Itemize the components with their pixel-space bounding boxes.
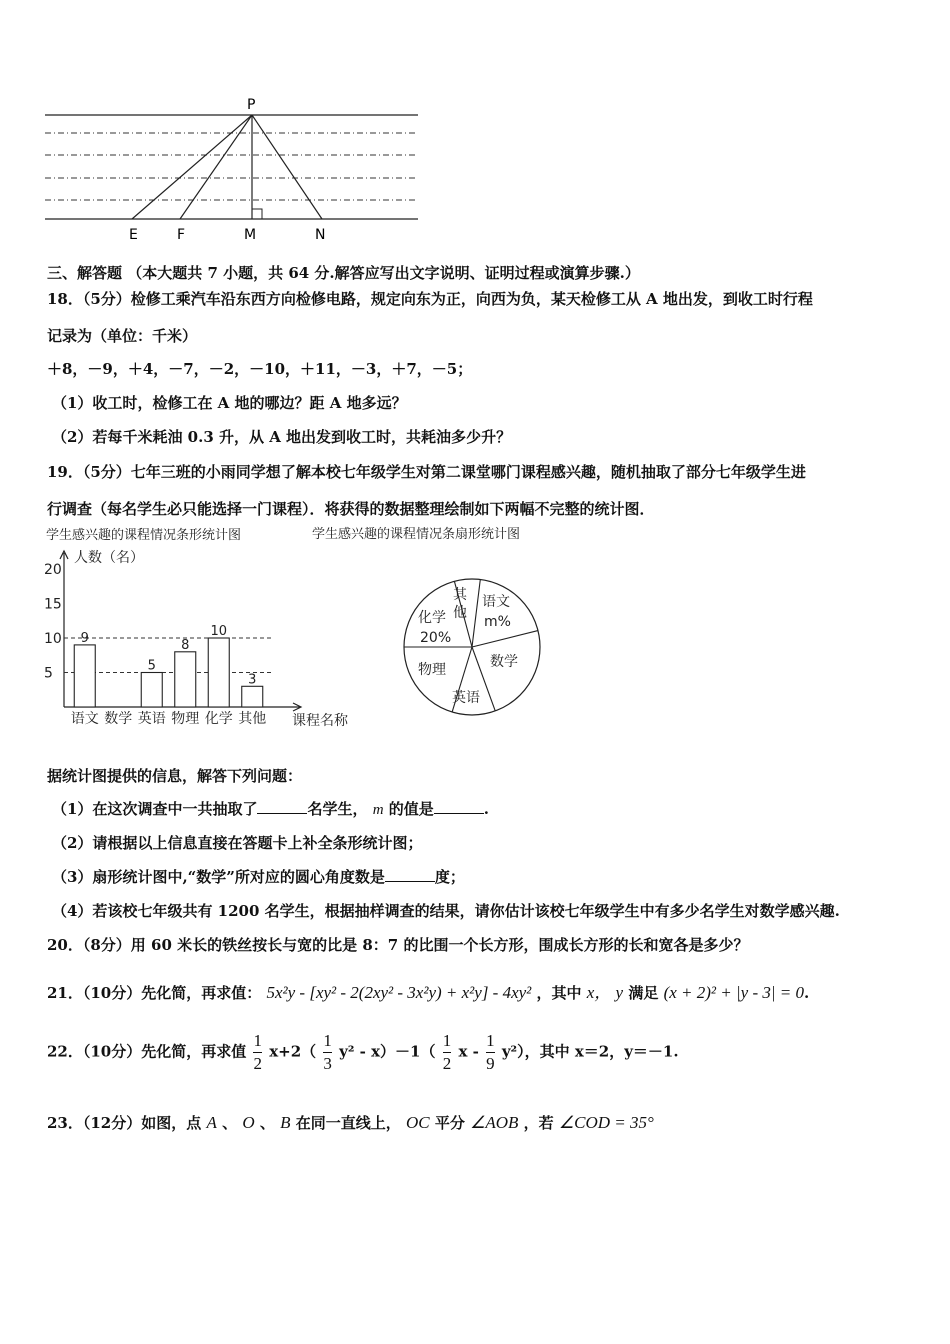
angle-COD: ∠COD = 35° bbox=[558, 1113, 654, 1132]
label-M: M bbox=[244, 227, 257, 243]
y-tick-label: 15 bbox=[44, 596, 62, 613]
x-tick-label: 化学 bbox=[204, 711, 233, 727]
fraction: $\frac{1}{3}$ bbox=[323, 1031, 332, 1073]
q21-condition: (x + 2)² + |y - 3| = 0 bbox=[663, 983, 805, 1002]
x-tick-label: 数学 bbox=[104, 711, 133, 727]
label-N: N bbox=[315, 227, 326, 243]
q19-part1: （1）在这次调查中一共抽取了 名学生， m 的值是 . bbox=[52, 800, 490, 818]
bar-4 bbox=[208, 638, 229, 707]
pie-slice-label: 数学 bbox=[490, 654, 518, 670]
pie-slice-label: 化学 bbox=[418, 610, 446, 626]
q21: 21．（10分）先化简，再求值： 5x²y - [xy² - 2(2xy² - 3x²y) + x²y] - 4xy² ，其中 x， y 满足 (x + 2)² + |y - 3| = 0. bbox=[47, 983, 810, 1002]
pie-slice-label: 其他 bbox=[453, 587, 467, 621]
q19-part2: （2）请根据以上信息直接在答题卡上补全条形统计图； bbox=[52, 834, 423, 852]
right-angle-mark bbox=[252, 209, 262, 219]
fraction: $\frac{1}{9}$ bbox=[486, 1031, 495, 1073]
bar-value-label: 8 bbox=[181, 637, 190, 653]
segment-PE bbox=[132, 115, 252, 219]
bar-5 bbox=[242, 686, 263, 707]
ray-OC: OC bbox=[406, 1113, 430, 1132]
q18-part1: （1）收工时，检修工在 A 地的哪边？距 A 地多远？ bbox=[52, 394, 407, 412]
pie-slice-value: m% bbox=[484, 614, 511, 630]
q18-line2: 记录为（单位：千米） bbox=[47, 327, 198, 345]
bar-value-label: 3 bbox=[248, 672, 257, 688]
x-tick-label: 语文 bbox=[70, 711, 99, 727]
q19-line2: 行调查（每名学生必只能选择一门课程）．将获得的数据整理绘制如下两幅不完整的统计图． bbox=[47, 500, 655, 518]
pie-slice-label: 语文 bbox=[482, 594, 510, 610]
answer-blank[interactable] bbox=[257, 801, 307, 814]
point-B: B bbox=[280, 1113, 291, 1132]
q19-intro: 据统计图提供的信息，解答下列问题： bbox=[47, 767, 303, 785]
answer-blank[interactable] bbox=[434, 801, 484, 814]
q18-part2: （2）若每千米耗油 0.3 升，从 A 地出发到收工时，共耗油多少升？ bbox=[52, 428, 512, 446]
geometry-figure bbox=[40, 95, 430, 245]
label-P: P bbox=[247, 97, 256, 113]
angle-AOB: ∠AOB bbox=[470, 1113, 519, 1132]
fraction: $\frac{1}{2}$ bbox=[442, 1031, 452, 1073]
q19-line1: 19．（5分）七年三班的小雨同学想了解本校七年级学生对第二课堂哪门课程感兴趣，随机抽取了部分七年级学生进 bbox=[47, 463, 806, 481]
y-tick-label: 5 bbox=[44, 665, 53, 682]
segment-PN bbox=[252, 115, 322, 219]
x-axis-label: 课程名称 bbox=[292, 713, 348, 729]
pie-chart-title: 学生感兴趣的课程情况条扇形统计图 bbox=[312, 527, 521, 542]
pie-slice-label: 物理 bbox=[418, 662, 446, 678]
y-axis-label: 人数（名） bbox=[74, 550, 144, 566]
q18-data: ＋8，－9，＋4，－7，－2，－10，＋11，－3，＋7，－5； bbox=[47, 360, 473, 378]
q22: 22．（10分）先化简，再求值 $\frac{1}{2}$ x+2（ $\frac{1}{3}$ y² - x）－1（ $\frac{1}{2}$ x - $\frac{1}{9}$ y²），其中 x＝2，y＝－1. bbox=[47, 1031, 679, 1073]
q23: 23．（12分）如图，点 A 、 O 、 B 在同一直线上， OC 平分 ∠AOB ，若 ∠COD = 35° bbox=[47, 1113, 654, 1132]
q19-part3: （3）扇形统计图中,“数学”所对应的圆心角度数是 度； bbox=[52, 868, 465, 886]
bar-chart-title: 学生感兴趣的课程情况条形统计图 bbox=[46, 528, 242, 543]
q18-line1: 18．（5分）检修工乘汽车沿东西方向检修电路，规定向东为正，向西为负，某天检修工从 A 地出发，到收工时行程 bbox=[47, 290, 813, 308]
pie-slice-value: 20% bbox=[420, 630, 452, 646]
bar-0 bbox=[74, 645, 95, 707]
y-tick-label: 10 bbox=[44, 631, 62, 647]
bar-2 bbox=[141, 673, 162, 708]
segment-PF bbox=[180, 115, 252, 219]
bar-value-label: 10 bbox=[210, 624, 228, 639]
q21-vars: x， y bbox=[586, 983, 624, 1002]
pie-chart bbox=[300, 522, 600, 722]
point-A: A bbox=[206, 1113, 217, 1132]
bar-value-label: 5 bbox=[147, 658, 156, 674]
label-E: E bbox=[129, 227, 138, 243]
fraction: $\frac{1}{2}$ bbox=[253, 1031, 262, 1073]
bar-3 bbox=[175, 652, 196, 707]
answer-blank[interactable] bbox=[385, 869, 435, 882]
pie-slice-label: 英语 bbox=[452, 690, 480, 706]
q20: 20．（8分）用 60 米长的铁丝按长与宽的比是 8：7 的比围一个长方形，围成长方形的长和宽各是多少？ bbox=[47, 936, 749, 954]
x-tick-label: 其他 bbox=[238, 711, 267, 727]
y-tick-label: 20 bbox=[44, 562, 62, 578]
x-tick-label: 英语 bbox=[137, 711, 166, 727]
point-O: O bbox=[242, 1113, 255, 1132]
q21-expression: 5x²y - [xy² - 2(2xy² - 3x²y) + x²y] - 4xy² bbox=[266, 983, 532, 1002]
var-m: m bbox=[372, 802, 384, 818]
section-heading: 三、解答题 （本大题共 7 小题，共 64 分.解答应写出文字说明、证明过程或演算步骤.） bbox=[47, 264, 640, 282]
label-F: F bbox=[177, 227, 186, 243]
q19-part4: （4）若该校七年级共有 1200 名学生，根据抽样调查的结果，请你估计该校七年级学生中有多少名学生对数学感兴趣. bbox=[52, 902, 840, 920]
x-tick-label: 物理 bbox=[171, 711, 200, 727]
bar-value-label: 9 bbox=[80, 630, 89, 646]
